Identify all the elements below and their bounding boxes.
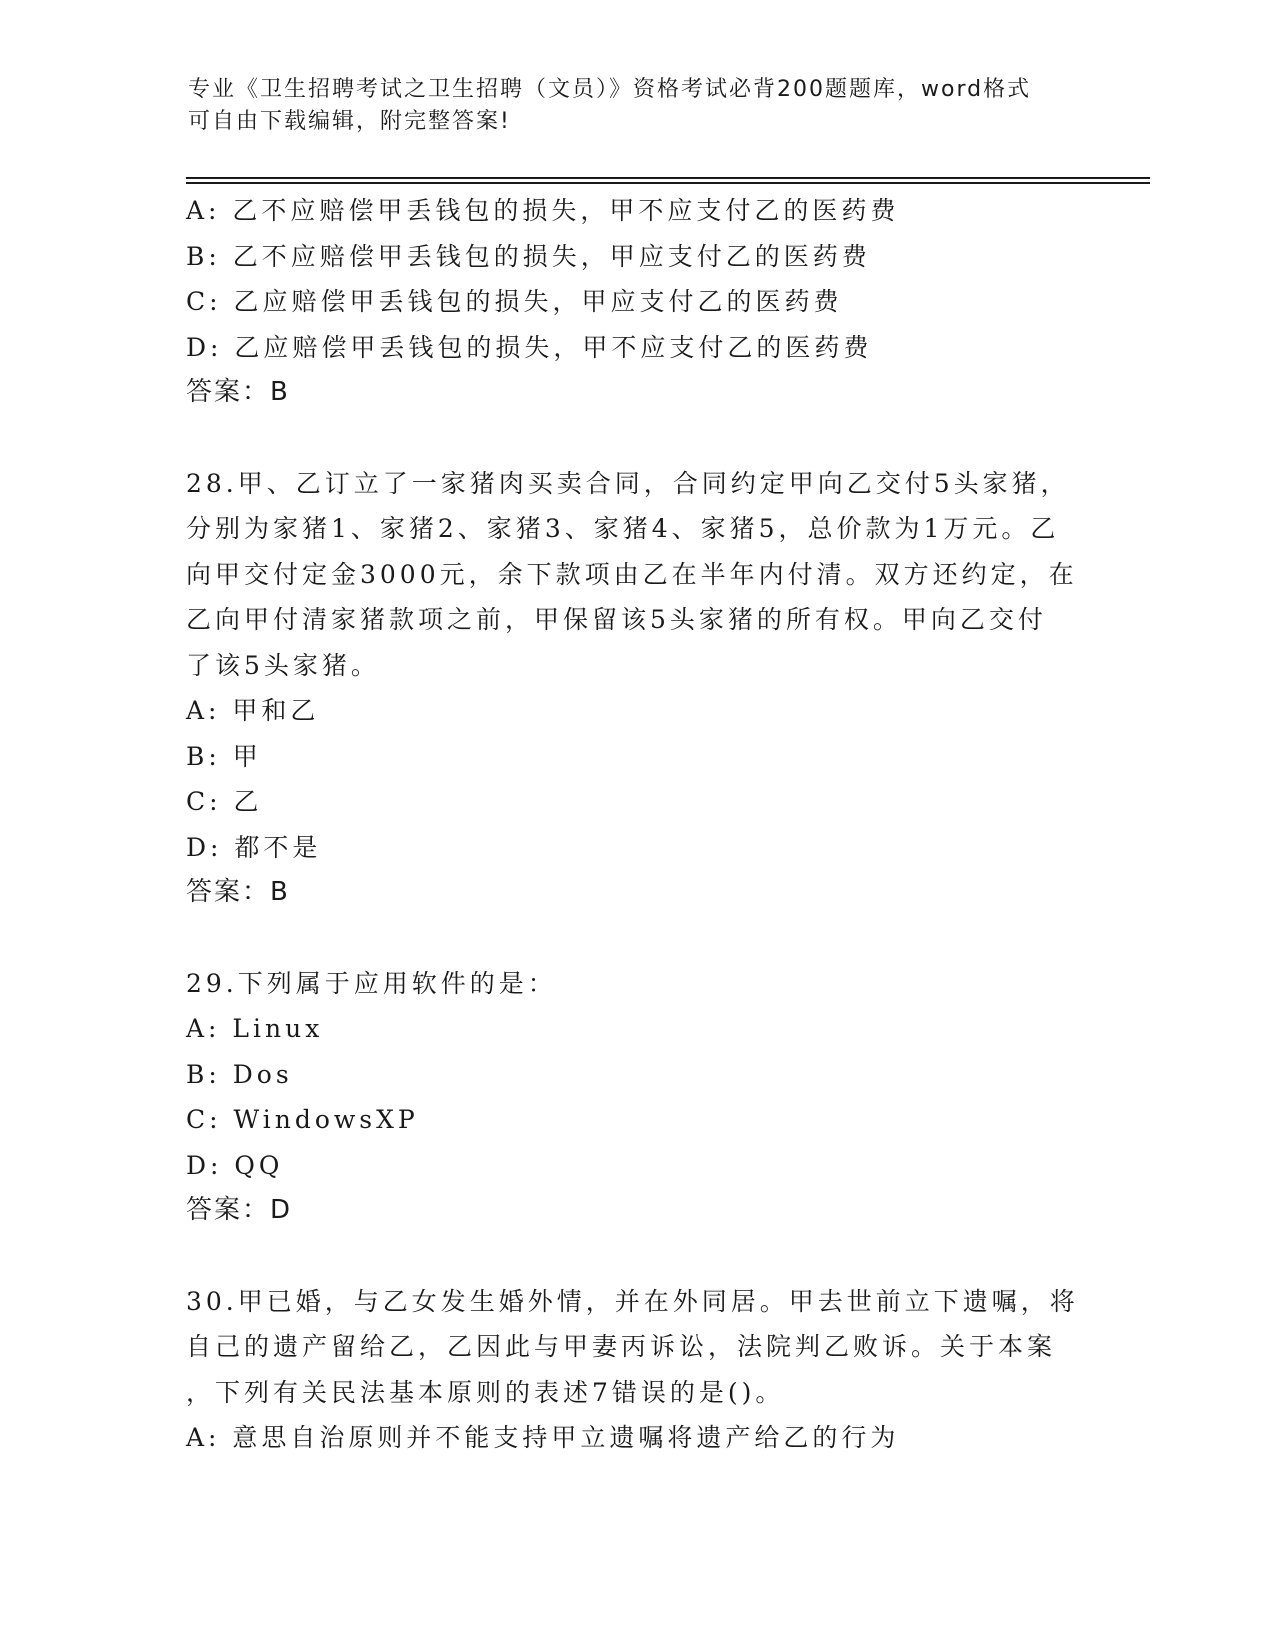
question-stem-line: 乙向甲付清家猪款项之前，甲保留该5头家猪的所有权。甲向乙交付 xyxy=(186,605,1047,634)
header-title-line-1: 专业《卫生招聘考试之卫生招聘（文员）》资格考试必背200题题库，word格式 xyxy=(188,77,1032,102)
option-b: B: 乙不应赔偿甲丢钱包的损失，甲应支付乙的医药费 xyxy=(186,241,871,271)
question-27 xyxy=(186,188,1086,416)
option-c: C: 乙 xyxy=(186,787,263,816)
question-stem-line: 分别为家猪1、家猪2、家猪3、家猪4、家猪5，总价款为1万元。乙 xyxy=(186,514,1060,543)
option-d: D: 都不是 xyxy=(186,832,322,862)
answer-line: 答案：B xyxy=(186,377,290,407)
question-stem-line: 29.下列属于应用软件的是： xyxy=(186,968,557,998)
option-d: D: QQ xyxy=(186,1150,284,1180)
document-header xyxy=(188,74,1068,138)
option-a: A: 甲和乙 xyxy=(186,696,320,725)
question-28 xyxy=(186,461,1086,916)
option-c: C: WindowsXP xyxy=(186,1105,419,1134)
question-30 xyxy=(186,1279,1086,1461)
option-a: A: Linux xyxy=(186,1014,324,1043)
question-stem-line: 30.甲已婚，与乙女发生婚外情，并在外同居。甲去世前立下遗嘱，将 xyxy=(186,1286,1079,1316)
header-divider-top xyxy=(186,177,1150,179)
question-29 xyxy=(186,961,1086,1234)
header-divider-bottom xyxy=(186,182,1150,184)
answer-line: 答案：B xyxy=(186,877,290,907)
question-list xyxy=(186,188,1086,1461)
option-a: A: 意思自治原则并不能支持甲立遗嘱将遗产给乙的行为 xyxy=(186,1423,900,1452)
option-b: B: Dos xyxy=(186,1059,293,1089)
question-stem-line: 向甲交付定金3000元，余下款项由乙在半年内付清。双方还约定，在 xyxy=(186,559,1078,589)
question-stem-line: 自己的遗产留给乙，乙因此与甲妻丙诉讼，法院判乙败诉。关于本案 xyxy=(186,1332,1057,1361)
answer-line: 答案：D xyxy=(186,1195,293,1225)
option-b: B: 甲 xyxy=(186,741,262,771)
option-d: D: 乙应赔偿甲丢钱包的损失，甲不应支付乙的医药费 xyxy=(186,332,873,362)
question-stem-line: 28.甲、乙订立了一家猪肉买卖合同，合同约定甲向乙交付5头家猪， xyxy=(186,468,1070,498)
option-c: C: 乙应赔偿甲丢钱包的损失，甲应支付乙的医药费 xyxy=(186,287,843,316)
question-stem-line: ，下列有关民法基本原则的表述7错误的是()。 xyxy=(186,1377,785,1407)
header-title-line-2: 可自由下载编辑，附完整答案! xyxy=(188,109,511,134)
option-a: A: 乙不应赔偿甲丢钱包的损失，甲不应支付乙的医药费 xyxy=(186,196,900,225)
question-stem-line: 了该5头家猪。 xyxy=(186,650,380,680)
